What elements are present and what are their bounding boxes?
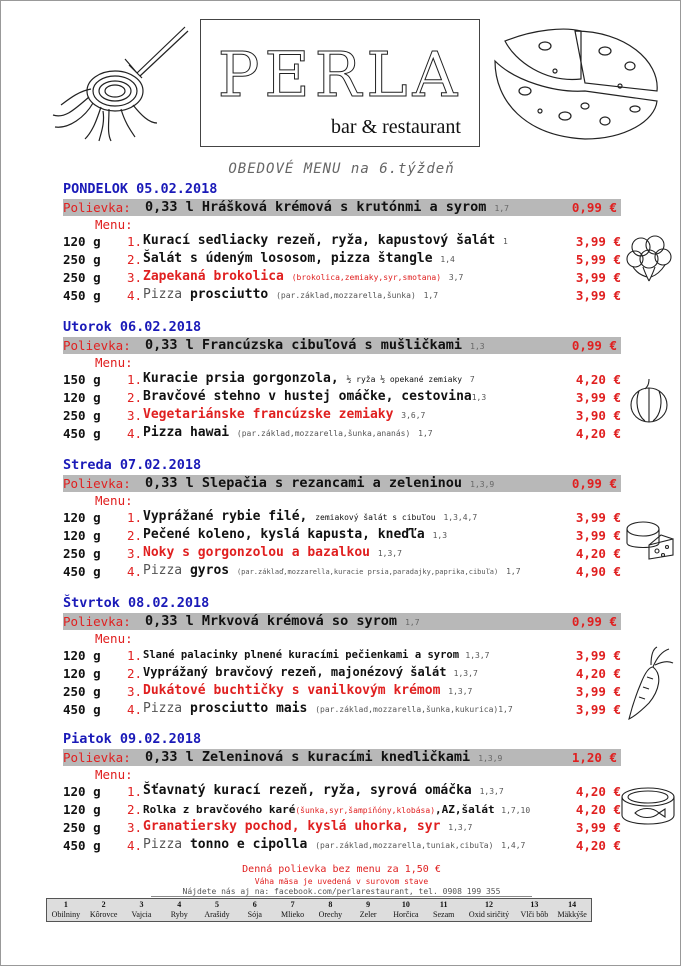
logo (200, 19, 480, 147)
item-name: prosciutto mais (189, 701, 308, 716)
soup-allergens: 1,3,9 (470, 480, 495, 489)
allergen-cell: 11 Sezam (433, 900, 455, 919)
item-side: zemiakový šalát s cibuľou (315, 513, 436, 522)
soup-name: 0,33 l Zeleninová s kuracími knedličkami (145, 749, 471, 765)
menu-label: Menu: (95, 355, 133, 370)
item-weight: 450 g (63, 838, 101, 853)
item-price: 4,20 € (575, 546, 621, 561)
item-price: 3,99 € (575, 390, 621, 405)
allergen-cell: 3 Vajcia (131, 900, 152, 919)
item-name: Slané palacinky plnené kuracími pečienkami a syrom (143, 649, 460, 661)
pizza-icon (485, 21, 667, 153)
soup-price: 0,99 € (571, 476, 617, 491)
item-name: Vyprážané rybie filé, (143, 509, 308, 524)
item-number: 3. (127, 546, 143, 561)
item-name: Granatiersky pochod, kyslá uhorka, syr (143, 819, 441, 834)
allergen-cell: 10 Horčica (393, 900, 419, 919)
daily-soup-note: Denná polievka bez menu za 1,50 € (242, 864, 441, 875)
item-name: Noky s gorgonzolou a bazalkou (143, 545, 370, 560)
item-ingredients: (par.základ,mozzarella,šunka) (276, 291, 416, 300)
menu-title: OBEDOVÉ MENU na 6.týždeň (228, 161, 455, 177)
menu-item (63, 783, 621, 801)
item-name: tonno e cipolla (189, 837, 308, 852)
allergen-cell: 13 Vlči bôb (520, 900, 549, 919)
item-allergens: 1,7 (418, 429, 433, 438)
item-weight: 450 g (63, 564, 101, 579)
item-weight: 120 g (63, 528, 101, 543)
item-price: 4,20 € (575, 802, 621, 817)
item-number: 4. (127, 702, 143, 717)
allergen-cell: 8 Orechy (318, 900, 343, 919)
menu-label: Menu: (95, 631, 133, 646)
item-weight: 120 g (63, 784, 101, 799)
menu-item (63, 527, 621, 545)
menu-item (63, 837, 621, 855)
item-price: 3,99 € (575, 234, 621, 249)
item-pizza-label: Pizza (143, 837, 183, 852)
menu-item (63, 665, 621, 683)
item-price: 4,20 € (575, 372, 621, 387)
menu-item (63, 269, 621, 287)
item-number: 4. (127, 564, 143, 579)
item-weight: 120 g (63, 648, 101, 663)
item-name: Vegetariánske francúzske zemiaky (143, 407, 394, 422)
item-allergens: 1,3,7 (377, 549, 402, 558)
item-weight: 450 g (63, 702, 101, 717)
menu-item (63, 683, 621, 701)
item-number: 4. (127, 426, 143, 441)
menu-item (63, 563, 621, 581)
logo-title: PERLA (217, 38, 463, 111)
item-allergens: 1,3,7 (448, 823, 473, 832)
meat-weight-note: Váha mäsa je uvedená v surovom stave (254, 877, 429, 886)
soup-allergens: 1,3,9 (478, 754, 503, 763)
soup-allergens: 1,7 (405, 618, 420, 627)
item-name: Pečené koleno, kyslá kapusta, kneďľa (143, 527, 425, 542)
item-ingredients: (par.základ,mozzarella,šunka,kukurica) (315, 705, 499, 714)
item-name: Kurací sedliacky rezeň, ryža, kapustový šalát (143, 233, 496, 248)
carrot-icon (623, 645, 675, 721)
item-allergens: 1,4 (440, 255, 455, 264)
menu-item (63, 407, 621, 425)
item-price: 4,20 € (575, 784, 621, 799)
item-price: 3,99 € (575, 528, 621, 543)
item-ingredients: (brokolica,zemiaky,syr,smotana) (291, 273, 442, 282)
day-heading: Utorok 06.02.2018 (63, 319, 202, 335)
item-price: 5,99 € (575, 252, 621, 267)
item-price: 4,90 € (575, 564, 621, 579)
item-name: Vyprážaný bravčový rezeň, majonézový šalát (143, 665, 447, 679)
soup-label: Polievka: (63, 338, 131, 353)
menu-label: Menu: (95, 767, 133, 782)
item-pizza-label: Pizza (143, 563, 183, 578)
logo-subtitle: bar & restaurant (331, 116, 461, 138)
item-allergens: 1,3,7 (453, 669, 478, 678)
menu-item (63, 647, 621, 665)
item-allergens: 7 (469, 375, 475, 384)
item-allergens: 1 (503, 237, 508, 246)
soup-price: 0,99 € (571, 200, 617, 215)
item-number: 1. (127, 648, 143, 663)
menu-item (63, 801, 621, 819)
item-weight: 250 g (63, 252, 101, 267)
tuna-can-icon (619, 785, 677, 831)
soup-price: 1,20 € (571, 750, 617, 765)
item-weight: 120 g (63, 666, 101, 681)
item-price: 3,99 € (575, 648, 621, 663)
allergens-table (46, 898, 592, 922)
item-number: 2. (127, 666, 143, 681)
item-name: prosciutto (189, 287, 269, 302)
day-heading: Piatok 09.02.2018 (63, 731, 202, 747)
item-allergens: 1,3,7 (479, 787, 504, 796)
item-price: 3,99 € (575, 702, 621, 717)
allergen-cell: 9 Zeler (359, 900, 377, 919)
menu-item (63, 371, 621, 389)
menu-item (63, 545, 621, 563)
item-number: 1. (127, 234, 143, 249)
soup-allergens: 1,3 (470, 342, 485, 351)
item-number: 4. (127, 838, 143, 853)
soup-row (63, 337, 621, 354)
item-side: ½ ryža ½ opekané zemiaky (346, 375, 463, 384)
soup-price: 0,99 € (571, 614, 617, 629)
menu-item (63, 425, 621, 443)
item-pizza-label: Pizza (143, 287, 183, 302)
item-price: 4,20 € (575, 838, 621, 853)
item-price: 3,90 € (575, 408, 621, 423)
item-price: 4,20 € (575, 426, 621, 441)
item-allergens: 1,3 (471, 393, 487, 402)
menu-item (63, 509, 621, 527)
item-number: 1. (127, 784, 143, 799)
allergen-cell: 12 Oxid siričitý (468, 900, 510, 919)
spaghetti-fork-icon (45, 19, 195, 143)
item-allergens: 3,7 (448, 273, 464, 282)
item-number: 3. (127, 820, 143, 835)
menu-label: Menu: (95, 217, 133, 232)
item-price: 3,99 € (575, 510, 621, 525)
allergen-cell: 1 Obilniny (51, 900, 81, 919)
item-price: 3,99 € (575, 270, 621, 285)
contact-line: Nájdete nás aj na: facebook.com/perlarestaurant, tel. 0908 199 355 (151, 887, 532, 897)
menu-label: Menu: (95, 493, 133, 508)
item-weight: 250 g (63, 408, 101, 423)
allergen-cell: 6 Sója (247, 900, 262, 919)
cauliflower-icon (625, 233, 673, 283)
item-number: 2. (127, 252, 143, 267)
menu-item (63, 819, 621, 837)
item-ingredients: (par.základ,mozzarella,šunka,ananás) (236, 429, 411, 438)
allergen-cell: 2 Kôrovce (89, 900, 118, 919)
soup-label: Polievka: (63, 614, 131, 629)
item-allergens: 1,7 (498, 705, 513, 714)
allergen-cell: 5 Arašidy (204, 900, 230, 919)
item-name: Kuracie prsia gorgonzola, (143, 371, 339, 386)
item-name-suffix: ,AZ,šalát (435, 803, 495, 816)
soup-row (63, 613, 621, 630)
item-ingredients: (par.záklaď,mozzarella,kuracie prsia,paradajky,paprika,cibuľa) (236, 568, 499, 576)
item-ingredients: (šunka,syr,šampiňóny,klobása) (295, 806, 436, 815)
soup-label: Polievka: (63, 200, 131, 215)
soup-price: 0,99 € (571, 338, 617, 353)
item-name: Dukátové buchtičky s vanilkovým krémom (143, 683, 441, 698)
item-number: 4. (127, 288, 143, 303)
item-number: 3. (127, 684, 143, 699)
item-number: 2. (127, 528, 143, 543)
soup-name: 0,33 l Mrkvová krémová so syrom (145, 613, 397, 629)
menu-item (63, 389, 621, 407)
item-name: Šťavnatý kurací rezeň, ryža, syrová omáčka (143, 783, 472, 798)
item-weight: 120 g (63, 390, 101, 405)
item-ingredients: (par.základ,mozzarella,tuniak,cibuľa) (315, 841, 494, 850)
item-pizza-label: Pizza (143, 701, 183, 716)
soup-name: 0,33 l Slepačia s rezancami a zeleninou (145, 475, 462, 491)
item-weight: 120 g (63, 234, 101, 249)
item-number: 2. (127, 390, 143, 405)
soup-allergens: 1,7 (494, 204, 509, 213)
item-number: 3. (127, 408, 143, 423)
item-allergens: 3,6,7 (401, 411, 426, 420)
item-allergens: 1,3 (432, 531, 448, 540)
item-price: 3,99 € (575, 684, 621, 699)
soup-label: Polievka: (63, 476, 131, 491)
item-name: Rolka z bravčového karé (143, 803, 296, 816)
soup-row (63, 199, 621, 216)
item-name: Bravčové stehno v hustej omáčke, cestovina (143, 389, 472, 404)
menu-item (63, 287, 621, 305)
item-weight: 120 g (63, 802, 101, 817)
cheese-icon (623, 517, 675, 561)
item-number: 1. (127, 510, 143, 525)
menu-item (63, 233, 621, 251)
item-price: 3,99 € (575, 288, 621, 303)
item-weight: 250 g (63, 270, 101, 285)
item-allergens: 1,3,7 (448, 687, 473, 696)
item-weight: 150 g (63, 372, 101, 387)
soup-row (63, 749, 621, 766)
item-allergens: 1,3,4,7 (443, 513, 478, 522)
item-weight: 250 g (63, 684, 101, 699)
item-weight: 250 g (63, 546, 101, 561)
menu-item (63, 251, 621, 269)
soup-name: 0,33 l Hrášková krémová s krutónmi a syrom (145, 199, 487, 215)
item-name: Šalát s údeným lososom, pizza štangle (143, 251, 433, 266)
item-name: Zapekaná brokolica (143, 269, 284, 284)
day-heading: PONDELOK 05.02.2018 (63, 181, 218, 197)
item-number: 3. (127, 270, 143, 285)
menu-item (63, 701, 621, 719)
item-name: Pizza hawai (143, 425, 230, 440)
allergen-cell: 14 Mäkkýše (557, 900, 587, 919)
allergen-cell: 7 Mlieko (281, 900, 305, 919)
item-name: gyros (189, 563, 230, 578)
item-weight: 450 g (63, 288, 101, 303)
item-price: 4,20 € (575, 666, 621, 681)
soup-name: 0,33 l Francúzska cibuľová s mušličkami (145, 337, 462, 353)
day-heading: Štvrtok 08.02.2018 (63, 595, 210, 611)
item-weight: 120 g (63, 510, 101, 525)
item-allergens: 1,3,7 (465, 651, 490, 660)
day-heading: Streda 07.02.2018 (63, 457, 202, 473)
item-number: 2. (127, 802, 143, 817)
allergen-cell: 4 Ryby (170, 900, 188, 919)
item-weight: 450 g (63, 426, 101, 441)
item-weight: 250 g (63, 820, 101, 835)
item-allergens: 1,7 (423, 291, 439, 300)
item-allergens: 1,7,10 (501, 806, 531, 815)
soup-row (63, 475, 621, 492)
item-allergens: 1,4,7 (501, 841, 526, 850)
soup-label: Polievka: (63, 750, 131, 765)
onion-icon (625, 375, 673, 425)
item-price: 3,99 € (575, 820, 621, 835)
item-allergens: 1,7 (506, 567, 521, 576)
item-number: 1. (127, 372, 143, 387)
